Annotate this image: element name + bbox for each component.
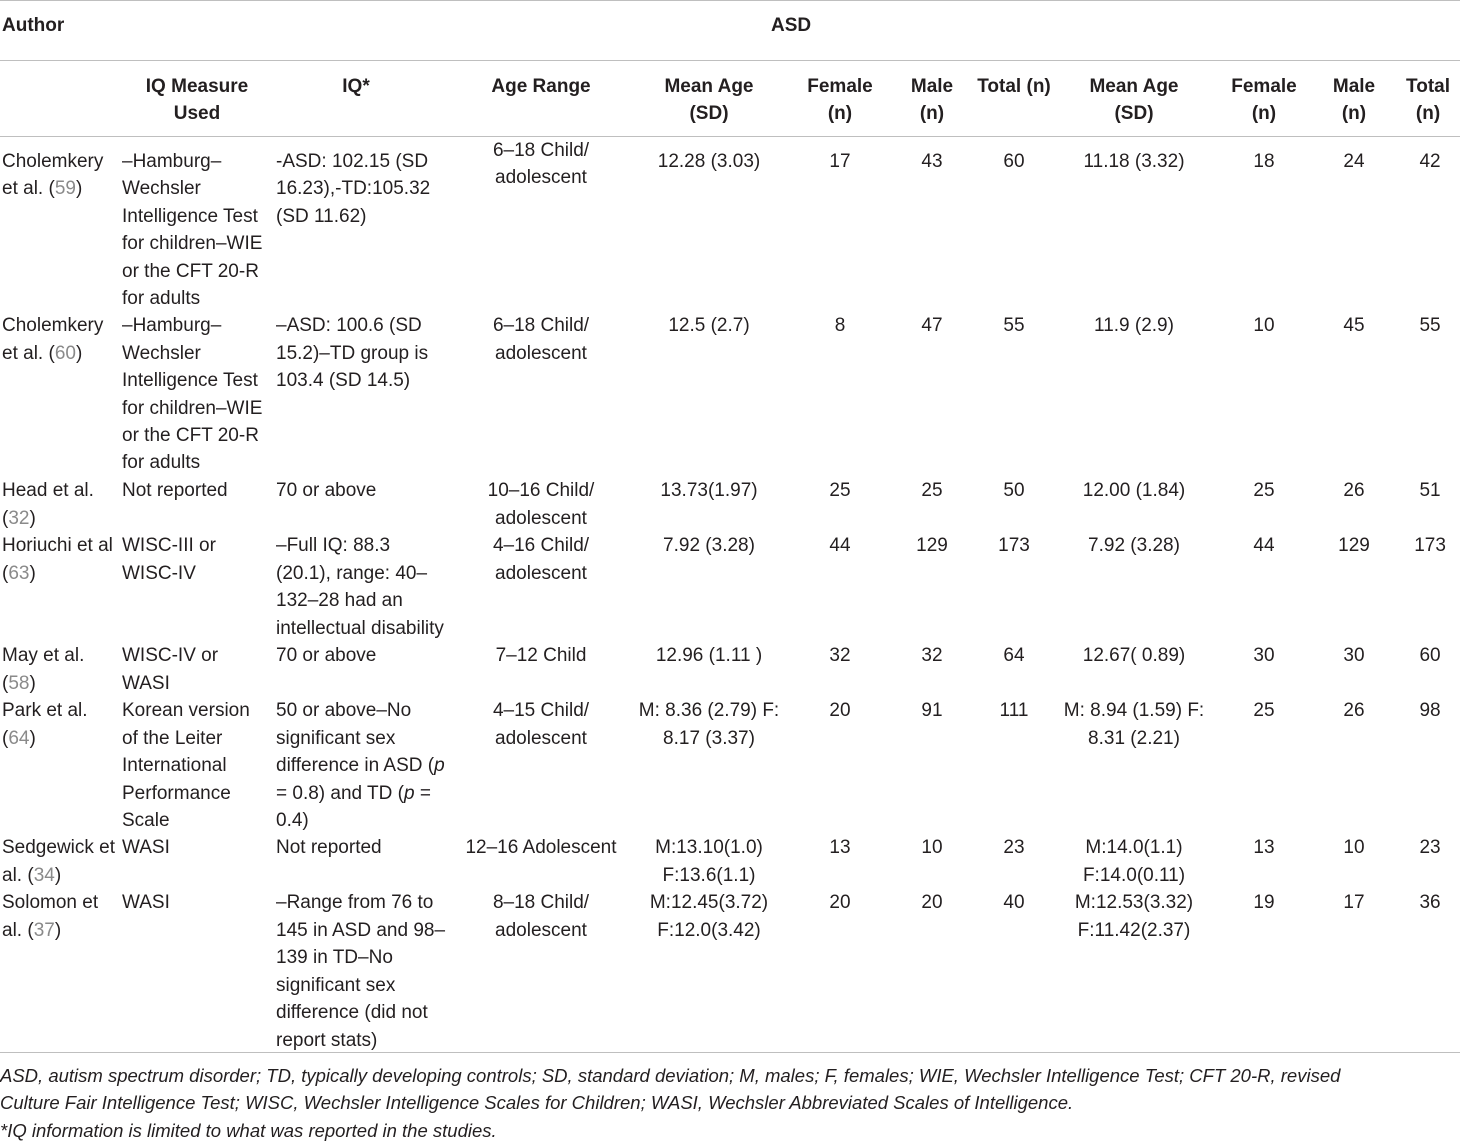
asd-group-header: ASD <box>122 1 1460 61</box>
author-name: May et al. <box>2 645 85 667</box>
asd-female-cell: 17 <box>829 151 851 172</box>
asd-male-cell: 25 <box>921 480 943 502</box>
td-mean-age-line: F:14.0(0.11) <box>1082 864 1186 886</box>
td-total-cell: 42 <box>1419 151 1441 172</box>
iq-cell: –Range from 76 to 145 in ASD and 98–139 in TD–No significant sex difference (did not report stats) <box>276 892 446 1051</box>
table-row <box>0 532 1460 642</box>
asd-total-cell: 111 <box>999 700 1029 722</box>
author-header: Author <box>0 1 122 61</box>
td-mean-age-cell: M: 8.94 (1.59) F: 8.31 (2.21) <box>1063 700 1205 749</box>
age-range-cell: 6–18 Child/ adolescent <box>492 140 590 189</box>
footnote-iq: *IQ information is limited to what was reported in the studies. <box>0 1119 497 1141</box>
table-row <box>0 834 1460 889</box>
iq-cell: -ASD: 102.15 (SD 16.23),-TD:105.32 (SD 11.62) <box>276 151 431 227</box>
author-name: Horiuchi et al <box>2 535 113 557</box>
asd-mean-age-header: Mean Age (SD) <box>630 61 788 137</box>
asd-mean-age-line: M:12.45(3.72) <box>649 892 769 914</box>
age-range-cell: 4–15 Child/ adolescent <box>492 700 590 749</box>
age-range-cell: 10–16 Child/ adolescent <box>487 480 595 529</box>
author-cell: May et al. (58) <box>2 645 85 694</box>
asd-male-cell: 20 <box>921 892 943 914</box>
table-row <box>0 642 1460 697</box>
iq-measure-cell: Korean version of the Leiter International Performance Scale <box>122 700 250 832</box>
reference-link: 32 <box>8 507 30 529</box>
age-range-cell: 8–18 Child/ adolescent <box>492 892 590 941</box>
author-cell: Cholemkery et al. (60) <box>2 315 104 364</box>
asd-total-cell: 64 <box>1003 645 1025 667</box>
table-row <box>0 137 1460 313</box>
asd-female-cell: 32 <box>829 645 851 667</box>
td-male-cell: 24 <box>1343 151 1365 172</box>
td-female-cell: 25 <box>1253 480 1275 502</box>
reference-link: 64 <box>8 727 30 749</box>
td-total-cell: 55 <box>1419 315 1441 337</box>
table-row <box>0 312 1460 477</box>
iq-measure-cell: WISC-III or WISC-IV <box>122 535 216 584</box>
td-mean-age-cell <box>1056 889 1212 1053</box>
asd-mean-age-cell: 7.92 (3.28) <box>663 535 755 557</box>
author-cell: Horiuchi et al (63) <box>2 535 113 584</box>
asd-mean-age-cell: M: 8.36 (2.79) F: 8.17 (3.37) <box>638 700 780 749</box>
iq-text: = 0.8) and TD ( <box>276 782 404 804</box>
td-mean-age-cell: 12.67( 0.89) <box>1082 645 1186 667</box>
author-name: Head et al. <box>2 480 94 502</box>
reference-link: 34 <box>33 864 55 886</box>
asd-total-cell: 40 <box>1003 892 1025 914</box>
td-male-cell: 129 <box>1338 535 1370 557</box>
age-range-cell: 6–18 Child/ adolescent <box>492 315 590 364</box>
iq-measure-cell: WASI <box>122 837 170 859</box>
author-name: Cholemkery et al. <box>2 315 104 364</box>
asd-mean-age-cell: 12.5 (2.7) <box>668 315 750 337</box>
iq-cell: –ASD: 100.6 (SD 15.2)–TD group is 103.4 (SD 14.5) <box>276 315 429 392</box>
table-row <box>0 889 1460 1053</box>
td-total-cell: 51 <box>1419 480 1441 502</box>
td-total-cell: 23 <box>1419 837 1441 859</box>
td-mean-age-line: M:12.53(3.32) <box>1074 892 1194 914</box>
asd-total-cell: 173 <box>998 535 1030 557</box>
td-male-header: Male (n) <box>1316 61 1392 137</box>
td-male-cell: 45 <box>1343 315 1365 337</box>
asd-female-cell: 44 <box>829 535 851 557</box>
td-total-cell: 60 <box>1419 645 1441 667</box>
reference-link: 59 <box>54 178 76 200</box>
asd-mean-age-line: M:13.10(1.0) <box>655 837 763 859</box>
asd-male-cell: 43 <box>921 151 943 172</box>
td-total-cell: 36 <box>1419 892 1441 914</box>
td-female-cell: 44 <box>1253 535 1275 557</box>
td-male-cell: 26 <box>1343 480 1365 502</box>
td-mean-age-cell: 11.18 (3.32) <box>1083 151 1185 172</box>
reference-link: 37 <box>33 919 55 941</box>
asd-male-cell: 10 <box>921 837 943 859</box>
author-name: Park et al. <box>2 700 88 722</box>
blank-header <box>0 61 122 137</box>
td-female-cell: 19 <box>1253 892 1275 914</box>
reference-link: 60 <box>54 342 76 364</box>
asd-total-cell: 55 <box>1003 315 1025 337</box>
iq-measure-cell: WASI <box>122 892 170 914</box>
asd-male-cell: 91 <box>921 700 943 722</box>
footnote-abbreviations-2: Culture Fair Intelligence Test; WISC, Wechsler Intelligence Scales for Children; WASI, Wechsler Abbreviated Scales of Intelligence. <box>0 1092 1074 1114</box>
td-total-header: Total (n) <box>1392 61 1460 137</box>
iq-cell: –Full IQ: 88.3 (20.1), range: 40–132–28 had an intellectual disability <box>276 535 444 639</box>
asd-female-cell: 8 <box>834 315 846 337</box>
td-male-cell: 26 <box>1343 700 1365 722</box>
header-row-group <box>0 1 1460 61</box>
td-mean-age-cell: 11.9 (2.9) <box>1094 315 1174 337</box>
td-mean-age-cell: 7.92 (3.28) <box>1088 535 1180 557</box>
iq-cell: 70 or above <box>276 645 377 667</box>
iq-cell <box>276 697 452 834</box>
asd-female-cell: 20 <box>829 700 851 722</box>
asd-total-cell: 23 <box>1003 837 1025 859</box>
asd-mean-age-cell <box>630 834 788 889</box>
author-cell: Cholemkery et al. (59) <box>2 151 104 200</box>
td-female-cell: 25 <box>1253 700 1275 722</box>
td-mean-age-cell <box>1056 834 1212 889</box>
td-mean-age-line: M:14.0(1.1) <box>1085 837 1183 859</box>
author-cell: Solomon et al. (37) <box>2 892 99 941</box>
p-value-symbol: p <box>403 782 415 804</box>
td-male-cell: 17 <box>1343 892 1365 914</box>
td-total-cell: 173 <box>1414 535 1446 557</box>
asd-mean-age-line: F:12.0(3.42) <box>657 919 761 941</box>
reference-link: 63 <box>8 562 30 584</box>
td-mean-age-header: Mean Age (SD) <box>1056 61 1212 137</box>
table-footnotes <box>0 1052 1460 1144</box>
age-range-cell: 12–16 Adolescent <box>465 837 617 859</box>
asd-mean-age-cell: 12.28 (3.03) <box>657 151 761 172</box>
iq-measure-header: IQ Measure Used <box>122 61 276 137</box>
author-cell: Sedgewick et al. (34) <box>2 837 116 886</box>
td-female-cell: 30 <box>1253 645 1275 667</box>
asd-female-cell: 13 <box>829 837 851 859</box>
td-female-cell: 10 <box>1253 315 1275 337</box>
td-male-cell: 30 <box>1343 645 1365 667</box>
td-total-cell: 98 <box>1419 700 1441 722</box>
author-name: Sedgewick et al. <box>2 837 116 886</box>
table-row <box>0 697 1460 834</box>
td-male-cell: 10 <box>1343 837 1365 859</box>
asd-mean-age-cell: 12.96 (1.11 ) <box>655 645 763 667</box>
iq-measure-cell: –Hamburg–Wechsler Intelligence Test for children–WIE or the CFT 20-R for adults <box>122 315 263 474</box>
age-range-cell: 4–16 Child/ adolescent <box>492 535 590 584</box>
td-female-cell: 18 <box>1253 151 1275 172</box>
iq-text: 50 or above–No significant sex difference in ASD ( <box>276 700 435 777</box>
asd-male-cell: 47 <box>921 315 943 337</box>
td-female-cell: 13 <box>1253 837 1275 859</box>
asd-female-header: Female (n) <box>788 61 892 137</box>
asd-male-header: Male (n) <box>892 61 972 137</box>
iq-text: = 0.4) <box>276 782 431 832</box>
author-name: Cholemkery et al. <box>2 151 104 200</box>
asd-mean-age-line: F:13.6(1.1) <box>662 864 756 886</box>
asd-male-cell: 32 <box>921 645 943 667</box>
iq-cell: Not reported <box>276 837 382 859</box>
td-female-header: Female (n) <box>1212 61 1316 137</box>
author-cell: Head et al. (32) <box>2 480 94 529</box>
p-value-symbol: p <box>434 755 445 777</box>
author-name: Solomon et al. <box>2 892 99 941</box>
iq-header: IQ* <box>276 61 452 137</box>
iq-measure-cell: WISC-IV or WASI <box>122 645 219 694</box>
td-mean-age-line: F:11.42(2.37) <box>1077 919 1191 941</box>
asd-mean-age-cell: 13.73(1.97) <box>660 480 758 502</box>
asd-total-cell: 60 <box>1003 151 1025 172</box>
iq-measure-cell: –Hamburg–Wechsler Intelligence Test for children–WIE or the CFT 20-R for adults <box>122 151 263 310</box>
reference-link: 58 <box>8 672 30 694</box>
table-row <box>0 477 1460 532</box>
td-mean-age-cell: 12.00 (1.84) <box>1082 480 1186 502</box>
asd-total-header: Total (n) <box>972 61 1056 137</box>
age-range-header: Age Range <box>452 61 630 137</box>
age-range-cell: 7–12 Child <box>495 645 587 667</box>
asd-mean-age-cell <box>630 889 788 1053</box>
iq-measure-cell: Not reported <box>122 480 228 502</box>
footnote-abbreviations-1: ASD, autism spectrum disorder; TD, typically developing controls; SD, standard deviation; M, males; F, females; WIE, Wechsler Intelligence Test; CFT 20-R, revised <box>0 1065 1341 1086</box>
iq-cell: 70 or above <box>276 480 377 502</box>
asd-male-cell: 129 <box>916 535 948 557</box>
header-row-columns <box>0 61 1460 137</box>
asd-total-cell: 50 <box>1003 480 1025 502</box>
asd-female-cell: 25 <box>829 480 851 502</box>
asd-female-cell: 20 <box>829 892 851 914</box>
author-cell: Park et al. (64) <box>2 700 88 749</box>
